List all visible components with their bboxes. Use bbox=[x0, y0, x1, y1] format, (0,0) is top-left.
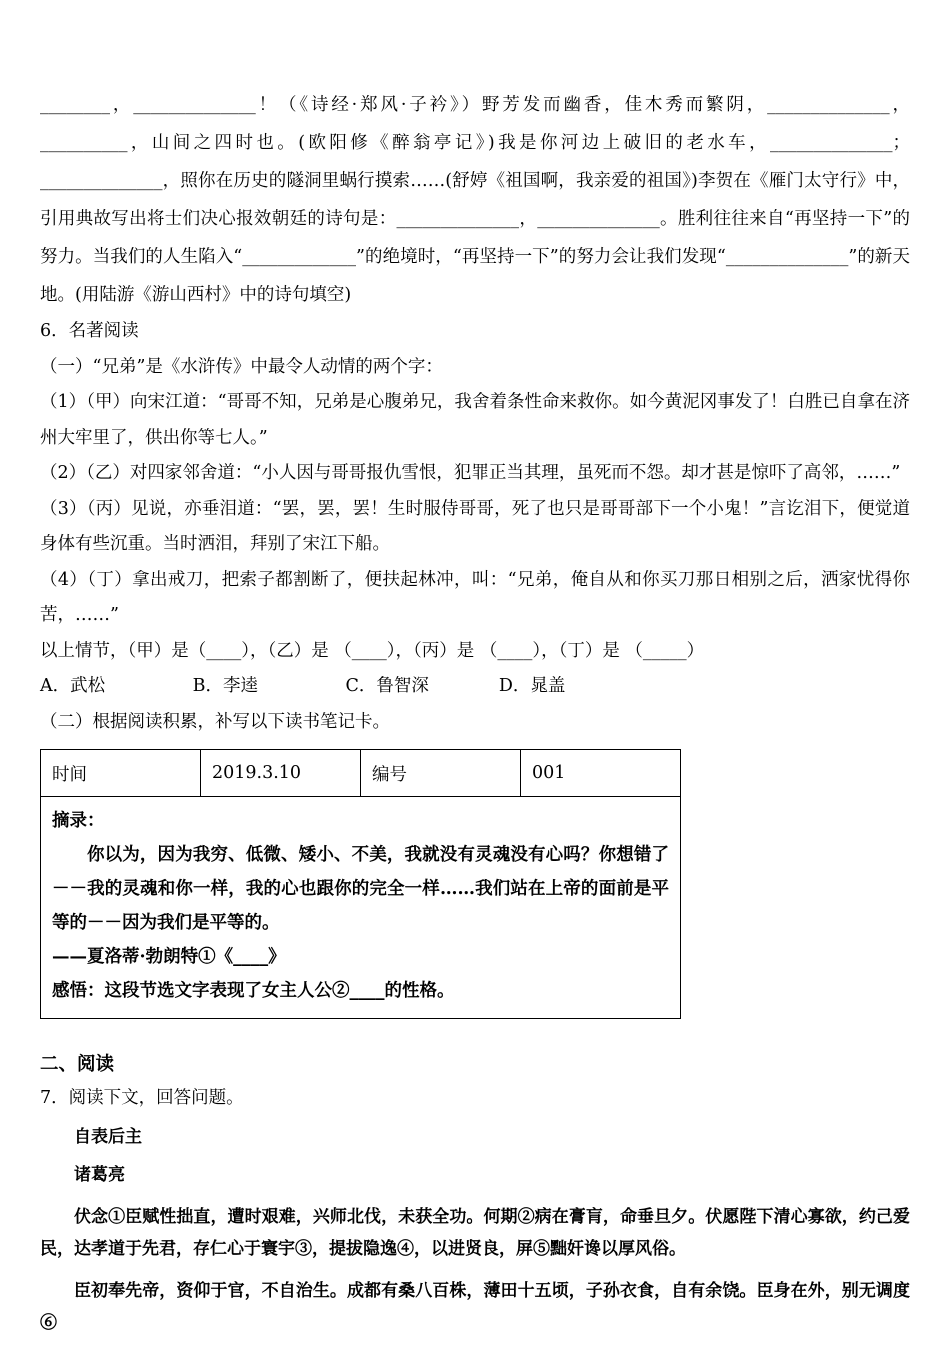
excerpt-label: 摘录： bbox=[52, 811, 105, 831]
excerpt-body: 你以为，因为我穷、低微、矮小、不美，我就没有灵魂没有心吗？你想错了－－我的灵魂和你一样，我的心也跟你的完全一样……我们站在上帝的面前是平等的－－因为我们是平等的。 bbox=[52, 845, 669, 933]
question-7-title: 7．阅读下文，回答问题。 bbox=[40, 1088, 244, 1108]
question-6-item-yi: （2）（乙）对四家邻舍道：“小人因与哥哥报仇雪恨，犯罪正当其理，虽死而不怨。却才甚是惊吓了高邻，……” bbox=[40, 463, 901, 483]
fill-in-blanks-paragraph: ________，______________！（《诗经·郑风·子衿》）野芳发而幽香，佳木秀而繁阴，______________，__________，山间之四时也。(欧阳修《醉翁亭记》)我是你河边上破旧的老水车，______________；______________，照你在历史的隧洞里蜗行摸索……(舒婷《祖国啊，我亲爱的祖国》)李贺在《雁门太守行》中，引用典故写出将士们决心报效朝廷的诗句是：______________，______________。胜利往往来自“再坚持一下”的努力。当我们的人生陷入“_____________”的绝境时，“再坚持一下”的努力会让我们发现“______________”的新天地。(用陆游《游山西村》中的诗句填空) bbox=[40, 95, 910, 305]
question-6-item-bing: （3）（丙）见说，亦垂泪道：“罢，罢，罢！生时服侍哥哥，死了也只是哥哥部下一个小鬼！”言讫泪下，便觉道身体有些沉重。当时洒泪，拜别了宋江下船。 bbox=[40, 498, 910, 554]
question-6-item-ding: （4）（丁）拿出戒刀，把索子都割断了，便扶起林冲，叫：“兄弟，俺自从和你买刀那日相别之后，洒家忧得你苦，……” bbox=[40, 569, 910, 625]
section-2-title: 二、阅读 bbox=[40, 1054, 115, 1075]
insight-line: 感悟：这段节选文字表现了女主人公②____的性格。 bbox=[52, 981, 455, 1001]
question-6-part2-intro: （二）根据阅读积累，补写以下读书笔记卡。 bbox=[40, 711, 390, 732]
question-6-item-jia: （1）（甲）向宋江道：“哥哥不知，兄弟是心腹弟兄，我舍着条性命来救你。如今黄泥冈事发了！白胜已自拿在济州大牢里了，供出你等七人。” bbox=[40, 392, 910, 448]
reading-passage bbox=[40, 1121, 910, 1339]
note-card-number-value: 001 bbox=[521, 750, 681, 797]
question-6-options: A．武松 B．李逵 C．鲁智深 D．晁盖 bbox=[40, 676, 566, 696]
question-6-part1-intro: （一）“兄弟”是《水浒传》中最令人动情的两个字： bbox=[40, 356, 443, 377]
passage-paragraph-1: 伏念①臣赋性拙直，遭时艰难，兴师北伐，未获全功。何期②病在膏肓，命垂旦夕。伏愿陛下清心寡欲，约己爱民，达孝道于先君，存仁心于寰宇③，提拔隐逸④，以进贤良，屏⑤黜奸谗以厚风俗。 bbox=[40, 1207, 910, 1259]
note-card-header-row bbox=[41, 750, 681, 797]
note-card-time-value: 2019.3.10 bbox=[201, 750, 361, 797]
passage-title: 自表后主 bbox=[74, 1127, 142, 1147]
note-card-time-label: 时间 bbox=[41, 750, 201, 797]
note-card-body-row bbox=[41, 797, 681, 1019]
reading-note-card-table bbox=[40, 749, 681, 1019]
question-6-block bbox=[40, 314, 910, 740]
excerpt-source-line: ——夏洛蒂·勃朗特①《____》 bbox=[52, 947, 286, 967]
question-6-answer-line: 以上情节，（甲）是（____），（乙）是 （____），（丙）是 （____），（丁）是 （_____） bbox=[40, 640, 705, 661]
note-card-number-label: 编号 bbox=[361, 750, 521, 797]
passage-author: 诸葛亮 bbox=[74, 1165, 125, 1185]
passage-paragraph-2: 臣初奉先帝，资仰于官，不自治生。成都有桑八百株，薄田十五顷，子孙衣食，自有余饶。臣身在外，别无调度⑥ bbox=[40, 1281, 910, 1333]
question-6-title: 6．名著阅读 bbox=[40, 321, 139, 341]
note-card-body-cell bbox=[41, 797, 681, 1019]
